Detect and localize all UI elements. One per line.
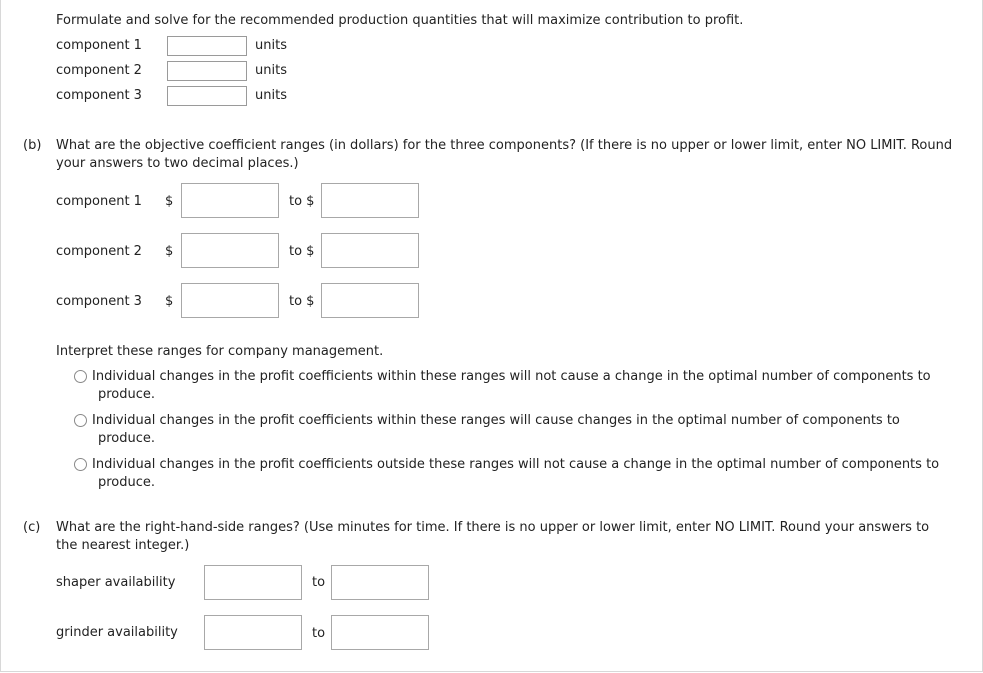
component-1-lower-input[interactable] [181,183,279,218]
component-2-upper-input[interactable] [321,233,419,268]
option-2-radio[interactable] [74,414,87,427]
component-1-quantity-input[interactable] [167,36,247,56]
component-2-unit: units [255,63,287,78]
range-2-dollar: $ [165,244,174,259]
component-2-label: component 2 [56,63,142,78]
option-1-line1: Individual changes in the profit coefficients within these ranges will not cause a change in the optimal number of components to [92,369,931,384]
option-3-line2: produce. [98,475,156,490]
grinder-to: to [312,626,326,641]
option-3-line1: Individual changes in the profit coefficients outside these ranges will not cause a change in the optimal number of components to [92,457,940,472]
grinder-upper-input[interactable] [331,615,429,650]
shaper-to: to [312,575,326,590]
component-3-unit: units [255,88,287,103]
range-2-to: to $ [289,244,315,259]
range-3-to: to $ [289,294,315,309]
component-3-upper-input[interactable] [321,283,419,318]
range-1-dollar: $ [165,194,174,209]
option-2-line2: produce. [98,431,156,446]
interpret-prompt: Interpret these ranges for company management. [56,344,384,359]
shaper-label: shaper availability [56,575,176,590]
part-c-question-line1: What are the right-hand-side ranges? (Use minutes for time. If there is no upper or lower limit, enter NO LIMIT. Round your answers to [56,520,930,535]
intro-text: Formulate and solve for the recommended production quantities that will maximize contribution to profit. [56,13,744,28]
part-c-marker: (c) [23,520,41,535]
option-2-line1: Individual changes in the profit coefficients within these ranges will cause changes in the optimal number of components to [92,413,900,428]
component-1-upper-input[interactable] [321,183,419,218]
range-1-label: component 1 [56,194,142,209]
shaper-lower-input[interactable] [204,565,302,600]
part-b-question-line2: your answers to two decimal places.) [56,156,299,171]
component-2-lower-input[interactable] [181,233,279,268]
shaper-upper-input[interactable] [331,565,429,600]
component-3-lower-input[interactable] [181,283,279,318]
option-1-line2: produce. [98,387,156,402]
part-b-question-line1: What are the objective coefficient ranges (in dollars) for the three components? (If there is no upper or lower limit, enter NO LIMIT. Round [56,138,953,153]
grinder-lower-input[interactable] [204,615,302,650]
component-1-label: component 1 [56,38,142,53]
component-2-quantity-input[interactable] [167,61,247,81]
component-1-unit: units [255,38,287,53]
option-1-radio[interactable] [74,370,87,383]
range-1-to: to $ [289,194,315,209]
part-c-question-line2: the nearest integer.) [56,538,190,553]
grinder-label: grinder availability [56,625,178,640]
component-3-quantity-input[interactable] [167,86,247,106]
component-3-label: component 3 [56,88,142,103]
option-3-radio[interactable] [74,458,87,471]
range-3-dollar: $ [165,294,174,309]
range-2-label: component 2 [56,244,142,259]
range-3-label: component 3 [56,294,142,309]
part-b-marker: (b) [23,138,42,153]
